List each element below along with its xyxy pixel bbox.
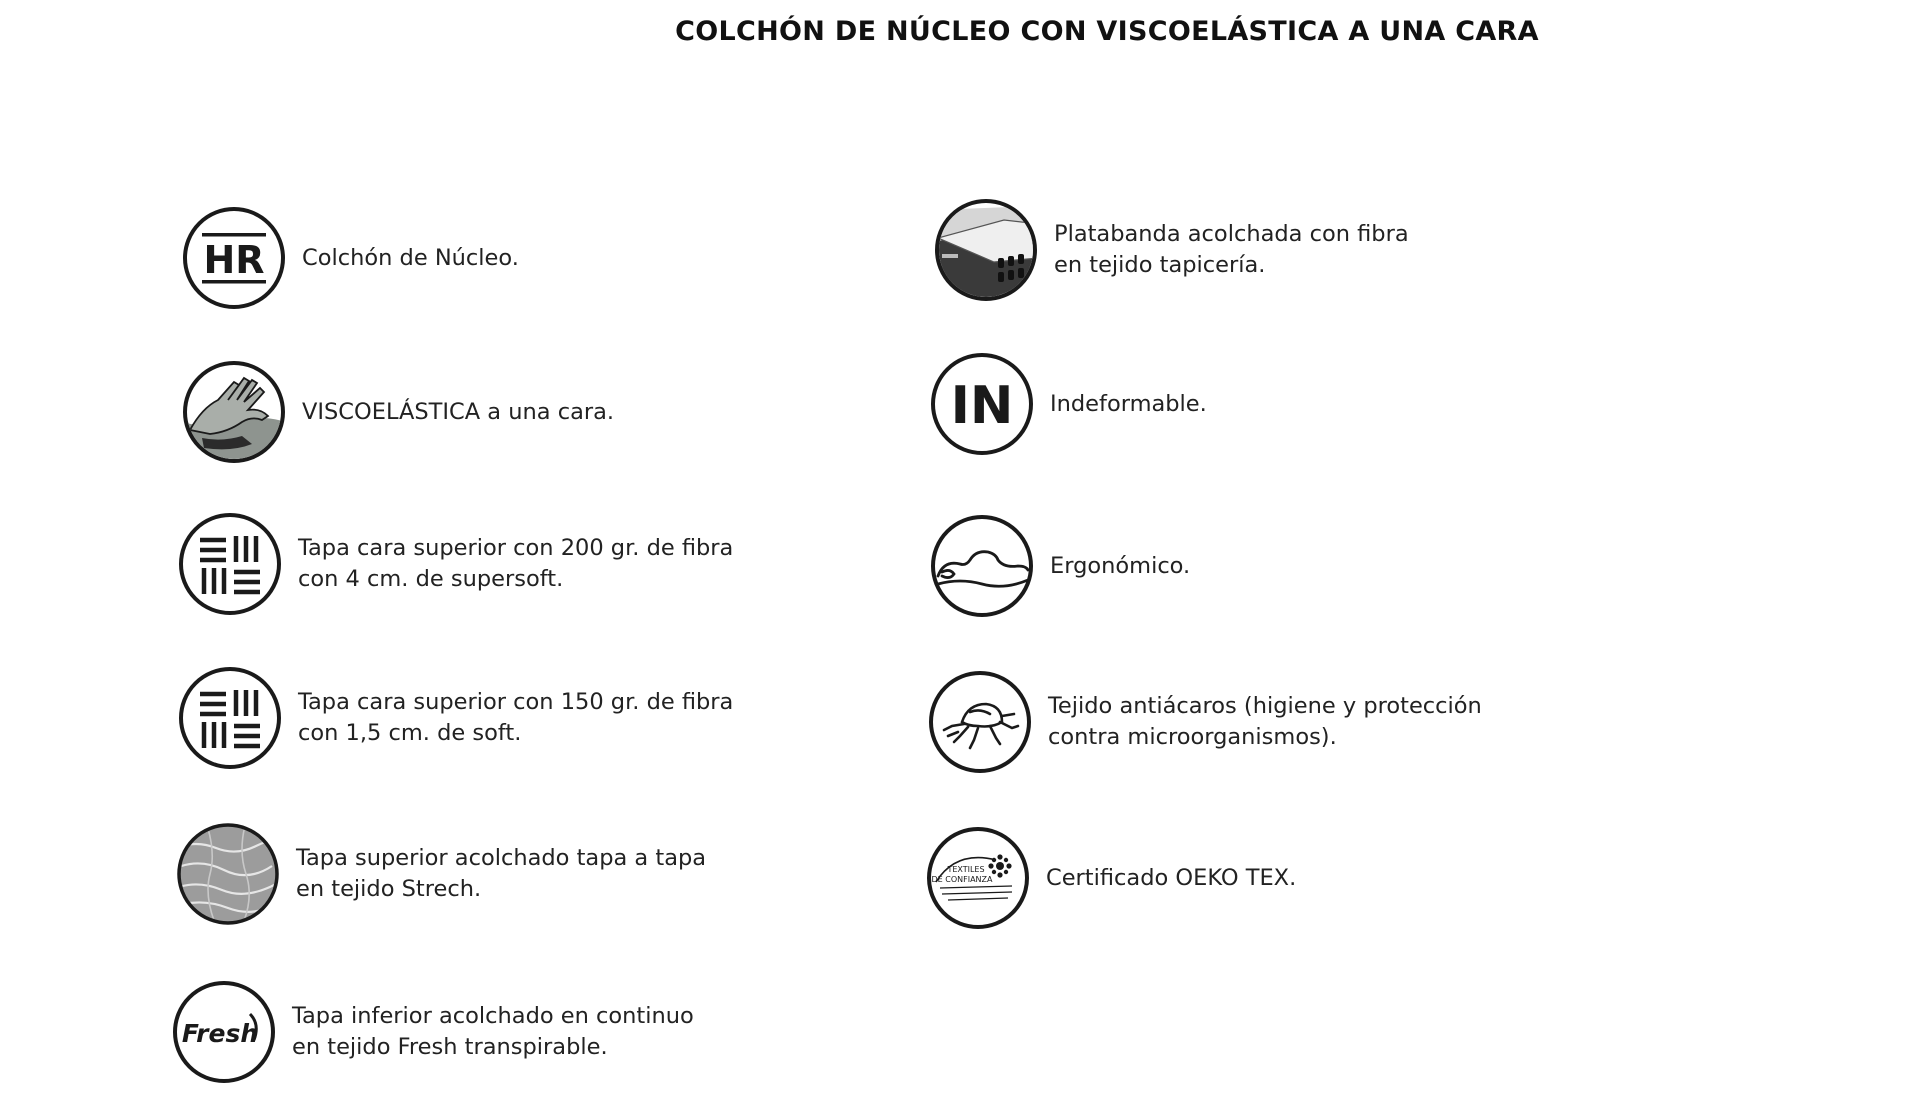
feature-line: Indeformable. <box>1050 390 1207 417</box>
feature-border-panel <box>934 198 1409 302</box>
feature-line: Tapa cara superior con 200 gr. de fibra <box>298 535 734 561</box>
hand-icon <box>182 360 286 464</box>
feature-text <box>302 397 614 428</box>
feature-line: Certificado OEKO TEX. <box>1046 864 1297 891</box>
feature-viscoelastic <box>182 360 614 464</box>
feature-fresh <box>172 980 694 1084</box>
feature-line: en tejido Strech. <box>296 876 482 902</box>
feature-text <box>302 243 519 274</box>
feature-line: Tapa superior acolchado tapa a tapa <box>296 845 707 871</box>
feature-line: contra microorganismos). <box>1048 724 1337 750</box>
oeko-tex-icon <box>926 826 1030 930</box>
feature-line: Tapa inferior acolchado en continuo <box>292 1003 694 1029</box>
fiber-layers-icon <box>178 512 282 616</box>
feature-line: VISCOELÁSTICA a una cara. <box>302 398 615 425</box>
oeko-tex-line1: TEXTILES <box>947 865 985 874</box>
in-icon <box>930 352 1034 456</box>
feature-line: Colchón de Núcleo. <box>302 244 519 271</box>
fresh-icon-label: Fresh <box>181 1019 259 1048</box>
in-icon-label: IN <box>950 376 1014 436</box>
feature-text <box>296 843 706 905</box>
feature-line: Tapa cara superior con 150 gr. de fibra <box>298 689 734 715</box>
quilted-fabric-icon <box>176 822 280 926</box>
feature-text <box>1050 551 1190 582</box>
hr-icon <box>182 206 286 310</box>
page-title: COLCHÓN DE NÚCLEO CON VISCOELÁSTICA A UNA CARA <box>675 16 1539 47</box>
mite-icon <box>928 670 1032 774</box>
feature-line: con 4 cm. de supersoft. <box>298 566 564 592</box>
oeko-tex-line2: DE CONFIANZA <box>931 875 993 884</box>
feature-line: en tejido tapicería. <box>1054 252 1266 278</box>
feature-ergonomic <box>930 514 1190 618</box>
feature-line: Platabanda acolchada con fibra <box>1054 221 1409 247</box>
feature-quilted-strech <box>176 822 706 926</box>
feature-text <box>298 687 733 749</box>
feature-line: Ergonómico. <box>1050 552 1191 579</box>
feature-oeko-tex <box>926 826 1296 930</box>
feature-text <box>1054 219 1409 281</box>
feature-top-200gr <box>178 512 733 616</box>
feature-anti-mite <box>928 670 1482 774</box>
feature-line: con 1,5 cm. de soft. <box>298 720 522 746</box>
feature-line: Tejido antiácaros (higiene y protección <box>1048 693 1482 719</box>
feature-hr-core <box>182 206 519 310</box>
feature-text <box>1050 389 1207 420</box>
hr-icon-label: HR <box>203 238 265 282</box>
feature-line: en tejido Fresh transpirable. <box>292 1034 608 1060</box>
fresh-icon <box>172 980 276 1084</box>
fiber-layers-icon <box>178 666 282 770</box>
ergonomic-icon <box>930 514 1034 618</box>
mattress-border-icon <box>934 198 1038 302</box>
feature-text <box>298 533 733 595</box>
feature-text <box>292 1001 694 1063</box>
feature-text <box>1048 691 1482 753</box>
feature-text <box>1046 863 1296 894</box>
feature-indeformable <box>930 352 1207 456</box>
feature-top-150gr <box>178 666 733 770</box>
